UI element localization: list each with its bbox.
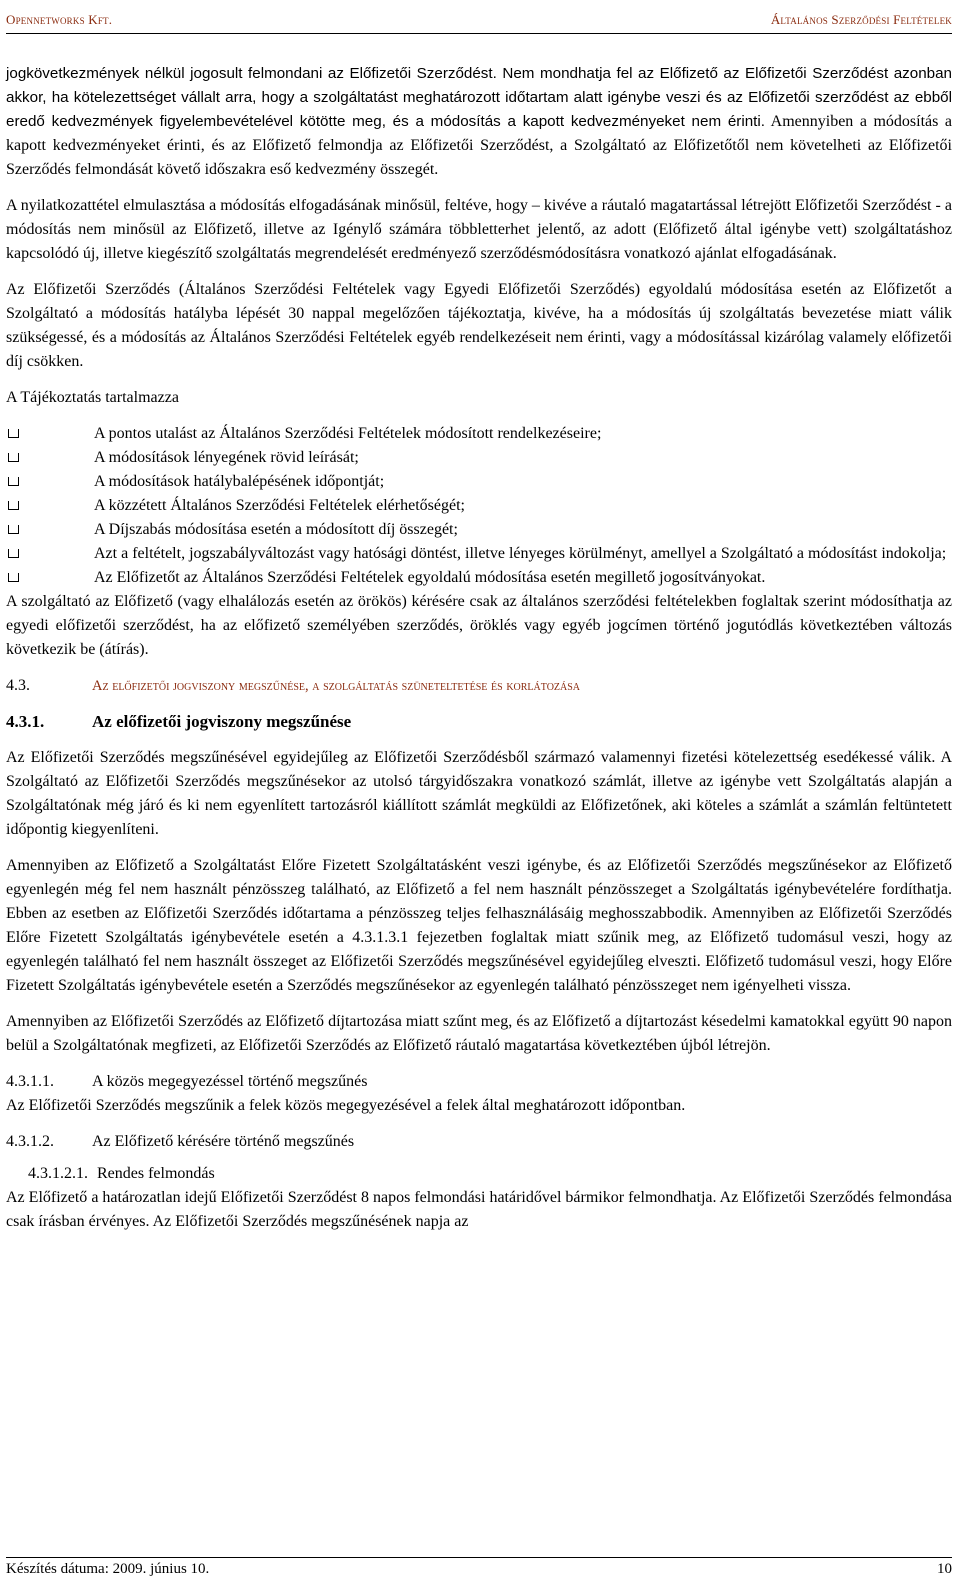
page-number: 10: [937, 1561, 952, 1577]
page-header: [6, 12, 952, 32]
section-heading-4-3-1-1: [6, 1070, 952, 1094]
paragraph: Az Előfizetői Szerződés megszűnésével egyidejűleg az Előfizetői Szerződésből származó valamennyi fizetési kötelezettség esedékessé válik. A Szolgáltató az Előfizetői Szerződés megszűnésekor az utolsó tárgyidőszakra vonatkozó számlát, illetve az igénybe vett Szolgáltatás alapján a Szolgáltatónak még járó és ki nem egyenlített tartozásról kiállított számlát megküldi az Előfizetőnek, aki köteles a számlát a számlán feltüntetett időpontig kiegyenlíteni.: [6, 749, 952, 838]
section-heading-4-3-1-2-1: [6, 1162, 952, 1186]
footer-divider: [6, 1557, 952, 1558]
header-doc-title: Általános Szerződési Feltételek: [770, 12, 952, 27]
header-company: Opennetworks Kft.: [6, 12, 113, 27]
list-item: [6, 446, 952, 470]
paragraph: A nyilatkozattétel elmulasztása a módosítás elfogadásának minősül, feltéve, hogy – kivéve a ráutaló magatartással létrejött Előfizetői Szerződést - a módosítás nem minősül az Előfizető, illetve az Igénylő számára többletterhet jelentő, az adott (Előfizető által igénybe vett) szolgáltatáshoz kapcsolódó új, illetve kiegészítő szolgáltatás megrendelését eredményező szerződésmódosításra vonatkozó ajánlat elfogadásának.: [6, 197, 952, 262]
paragraph: Amennyiben az Előfizető a Szolgáltatást Előre Fizetett Szolgáltatásként veszi igénybe, és az Előfizetői Szerződés megszűnésekor az Előfizető egyenlegén még fel nem használt pénzösszeg található, az Előfizető a fel nem használt pénzösszeget a Szolgáltatás igénybevételére fordíthatja. Ebben az esetben az Előfizetői Szerződés időtartama a pénzösszeg teljes felhasználásáig meghosszabbodik. Amennyiben az Előfizetői Szerződés Előre Fizetett Szolgáltatás igénybevétele esetén a 4.3.1.3.1 fejezetben foglaltak miatt szűnik meg, az Előfizető tudomásul veszi, hogy az egyenlegén található fel nem használt összeget az Előfizetői Szerződés megszűnésével egyidejűleg elveszti. Előfizető tudomásul veszi, hogy Előre Fizetett Szolgáltatás igénybevétele esetén a Szerződés megszűnésekor az egyenlegén található pénzösszeget nem igényelheti vissza.: [6, 857, 952, 994]
paragraph-text: Amennyiben a módosítás a kapott kedvezményeket érinti, és az Előfizető felmondja az Előfizetői Szerződést, a Szolgáltató az Előfizetőtől nem követelheti az Előfizetői Szerződés felmondását követő időszakra eső kedvezmény összegét.: [6, 113, 953, 178]
section-title: Az előfizetői jogviszony megszűnése, a szolgáltatás szüneteltetése és korlátozása: [92, 678, 581, 694]
section-title: Az Előfizető kérésére történő megszűnés: [92, 1133, 355, 1150]
section-number: 4.3.1.1.: [6, 1073, 54, 1090]
bullet-icon: [8, 501, 19, 510]
section-number: 4.3.1.2.1.: [28, 1165, 88, 1182]
list-item-text: A módosítások lényegének rövid leírását;: [94, 449, 359, 466]
bullet-icon: [8, 573, 19, 582]
document-body: [6, 62, 952, 1234]
bullet-icon: [8, 549, 19, 558]
footer-date: Készítés dátuma: 2009. június 10.: [6, 1561, 210, 1577]
section-number: 4.3.: [6, 677, 30, 694]
list-item: [6, 494, 952, 518]
section-heading-4-3-1-2: [6, 1130, 952, 1154]
bullet-icon: [8, 525, 19, 534]
list-item-text: A közzétett Általános Szerződési Feltételek elérhetőségét;: [94, 497, 465, 514]
bullet-list: [6, 422, 952, 590]
list-item: [6, 422, 952, 446]
paragraph: Az Előfizetői Szerződés (Általános Szerződési Feltételek vagy Egyedi Előfizetői Szerződés) egyoldalú módosítása esetén az Előfizetőt a Szolgáltató a módosítás hatályba lépését 30 nappal megelőzően tájékoztatja, kivéve, ha a módosítás új szolgáltatás bevezetése miatt válik szükségessé, és a módosítás az Általános Szerződési Feltételek egyéb rendelkezéseit nem érinti, vagy a módosítással kizárólag valamely előfizetői díj csökken.: [6, 281, 952, 370]
paragraph: A Tájékoztatás tartalmazza: [6, 389, 179, 406]
header-divider: [6, 33, 952, 34]
paragraph: [6, 62, 952, 182]
section-title: A közös megegyezéssel történő megszűnés: [92, 1073, 368, 1090]
paragraph-sans-text: jogkövetkezmények nélkül jogosult felmondani az Előfizetői Szerződést. Nem mondhatja fel az Előfizető az Előfizetői Szerződést azonban akkor, ha kötelezettséget vállalt arra, hogy a szolgáltatást meghatározott időtartam alatt igénybe veszi és az Előfizetői szerződést az ebből eredő kedvezmények figyelembevételével kötötte meg, és a módosítás a kapott kedvezményeket nem érinti.: [6, 65, 952, 130]
list-item-text: Az Előfizetőt az Általános Szerződési Feltételek egyoldalú módosítása esetén megillető jogosítványokat.: [94, 569, 766, 586]
list-item: [6, 518, 952, 542]
list-item-text: A pontos utalást az Általános Szerződési Feltételek módosított rendelkezéseire;: [94, 425, 602, 442]
section-title: Az előfizetői jogviszony megszűnése: [92, 712, 352, 731]
bullet-icon: [8, 453, 19, 462]
section-number: 4.3.1.2.: [6, 1133, 54, 1150]
list-item-text: A módosítások hatálybalépésének időpontját;: [94, 473, 385, 490]
list-item: [6, 566, 952, 590]
list-item-text: Azt a feltételt, jogszabályváltozást vagy hatósági döntést, illetve lényeges körülményt, amellyel a Szolgáltató a módosítást indokolja;: [94, 545, 947, 562]
paragraph: Az Előfizető a határozatlan idejű Előfizetői Szerződést 8 napos felmondási határidővel bármikor felmondhatja. Az Előfizetői Szerződés felmondása csak írásban érvényes. Az Előfizetői Szerződés megszűnésének napja az: [6, 1189, 952, 1230]
paragraph: Az Előfizetői Szerződés megszűnik a felek közös megegyezésével a felek által meghatározott időpontban.: [6, 1097, 686, 1114]
list-item: [6, 470, 952, 494]
section-heading-4-3-1: [6, 710, 952, 734]
paragraph: Amennyiben az Előfizetői Szerződés az Előfizető díjtartozása miatt szűnt meg, és az Előfizető a díjtartozást késedelmi kamatokkal együtt 90 napon belül a Szolgáltatónak megfizeti, az Előfizetői Szerződés az Előfizető ráutaló magatartása következtében újból létrejön.: [6, 1013, 952, 1054]
section-heading-4-3: [6, 674, 952, 698]
paragraph: A szolgáltató az Előfizető (vagy elhalálozás esetén az örökös) kérésére csak az általános szerződési feltételekben foglaltak szerint módosíthatja az egyedi előfizetői szerződést, ha az előfizető személyében szerződés, öröklés vagy egyéb jogcímen történő jogutódlás következtében változás következik be (átírás).: [6, 593, 952, 658]
list-item-text: A Díjszabás módosítása esetén a módosított díj összegét;: [94, 521, 458, 538]
section-number: 4.3.1.: [6, 712, 45, 731]
bullet-icon: [8, 477, 19, 486]
bullet-icon: [8, 429, 19, 438]
section-title: Rendes felmondás: [97, 1165, 215, 1182]
list-item: [6, 542, 952, 566]
